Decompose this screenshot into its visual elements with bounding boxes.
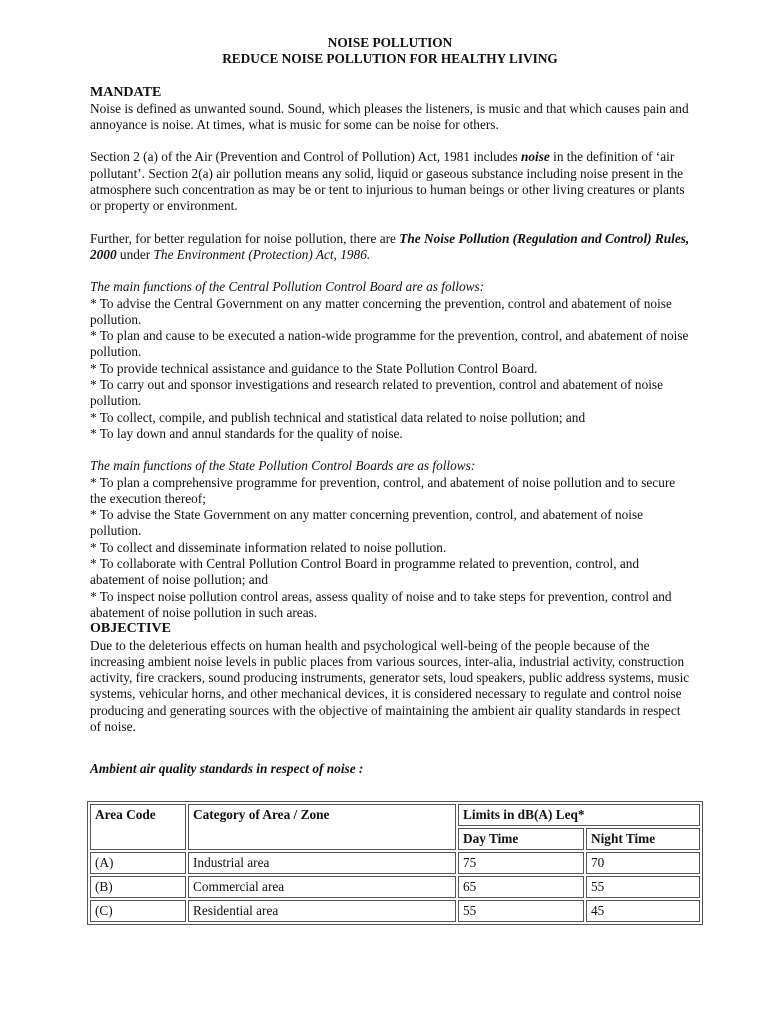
list-item: * To collect and disseminate information related to noise pollution.: [90, 539, 447, 555]
list-item: * To advise the Central Government on any matter concerning the prevention, control and abatement of noise pollution.: [90, 295, 672, 327]
para2-text-c: in the definition of ‘air pollutant’. Section 2(a) air pollution means any solid, liquid or gaseous substance including noise present in the atmosphere such concentration as may be or tent to injurious to human beings or other living creatures or plants or property or environment.: [90, 149, 685, 214]
list-item: * To lay down and annul standards for the quality of noise.: [90, 425, 403, 441]
header-limits: Limits in dB(A) Leq*: [458, 804, 700, 826]
cell-night-limit: 70: [586, 852, 700, 874]
para3-rules-title: The Noise Pollution (Regulation and Control) Rules, 2000: [90, 230, 690, 262]
list-item: * To carry out and sponsor investigations and research related to prevention, control and abatement of noise pollution.: [90, 377, 663, 409]
list-item: * To plan a comprehensive programme for prevention, control, and abatement of noise pollution and to secure the execution thereof;: [90, 474, 676, 506]
list-item: * To plan and cause to be executed a nation-wide programme for the prevention, control, and abatement of noise pollution.: [90, 328, 689, 360]
list-item: * To collect, compile, and publish technical and statistical data related to noise pollution; and: [90, 409, 586, 425]
list-item: * To collaborate with Central Pollution Control Board in programme related to prevention, control, and abatement of noise pollution; and: [90, 556, 640, 588]
document-title: NOISE POLLUTION: [327, 35, 453, 50]
mandate-heading: MANDATE: [90, 84, 162, 100]
mandate-paragraph-1: Noise is defined as unwanted sound. Sound, which pleases the listeners, is music and that which causes pain and annoyance is noise. At times, what is music for some can be noise for others.: [90, 100, 689, 133]
cell-category: Industrial area: [188, 852, 456, 874]
document-subtitle: REDUCE NOISE POLLUTION FOR HEALTHY LIVING: [222, 51, 558, 67]
para2-noise-term: noise: [520, 149, 550, 165]
cell-night-limit: 45: [586, 900, 700, 922]
cell-day-limit: 55: [458, 900, 584, 922]
table-caption: Ambient air quality standards in respect of noise :: [90, 761, 364, 777]
cell-area-code: (B): [90, 876, 186, 898]
state-board-functions-list: [90, 475, 690, 622]
objective-paragraph: Due to the deleterious effects on human health and psychological well-being of the people because of the increasing ambient noise levels in public places from various sources, inter-alia, industrial activity, construction activity, fire crackers, sound producing instruments, generator sets, loud speakers, public address systems, music systems, vehicular horns, and other mechanical devices, it is considered necessary to regulate and control noise producing and generating sources with the objective of maintaining the ambient air quality standards in respect of noise.: [90, 637, 690, 734]
header-area-code: Area Code: [90, 804, 186, 850]
mandate-paragraph-3: [90, 231, 690, 264]
table-row: [90, 900, 700, 922]
cell-night-limit: 55: [586, 876, 700, 898]
objective-heading: OBJECTIVE: [90, 621, 171, 637]
list-item: * To provide technical assistance and guidance to the State Pollution Control Board.: [90, 360, 538, 376]
cell-day-limit: 75: [458, 852, 584, 874]
document-page: [90, 33, 690, 778]
para3-act-title: The Environment (Protection) Act, 1986.: [153, 246, 371, 262]
cell-area-code: (A): [90, 852, 186, 874]
cell-category: Commercial area: [188, 876, 456, 898]
noise-standards-table: [87, 801, 703, 925]
state-board-intro: The main functions of the State Pollution Control Boards are as follows:: [90, 458, 476, 474]
central-board-intro: The main functions of the Central Pollution Control Board are as follows:: [90, 279, 485, 295]
cell-area-code: (C): [90, 900, 186, 922]
table-row: [90, 852, 700, 874]
para3-text-a: Further, for better regulation for noise pollution, there are: [90, 230, 400, 246]
central-board-functions-list: [90, 296, 690, 443]
cell-day-limit: 65: [458, 876, 584, 898]
para3-text-c: under: [116, 246, 154, 262]
cell-category: Residential area: [188, 900, 456, 922]
list-item: * To inspect noise pollution control areas, assess quality of noise and to take steps for prevention, control and abatement of noise pollution in such areas.: [90, 588, 672, 620]
list-item: * To advise the State Government on any matter concerning prevention, control, and abatement of noise pollution.: [90, 507, 644, 539]
header-day-time: Day Time: [458, 828, 584, 850]
para2-text-a: Section 2 (a) of the Air (Prevention and Control of Pollution) Act, 1981 includes: [90, 149, 521, 165]
mandate-paragraph-2: [90, 149, 690, 214]
table-row: [90, 876, 700, 898]
table-header-row: [90, 804, 700, 826]
header-category: Category of Area / Zone: [188, 804, 456, 850]
header-night-time: Night Time: [586, 828, 700, 850]
